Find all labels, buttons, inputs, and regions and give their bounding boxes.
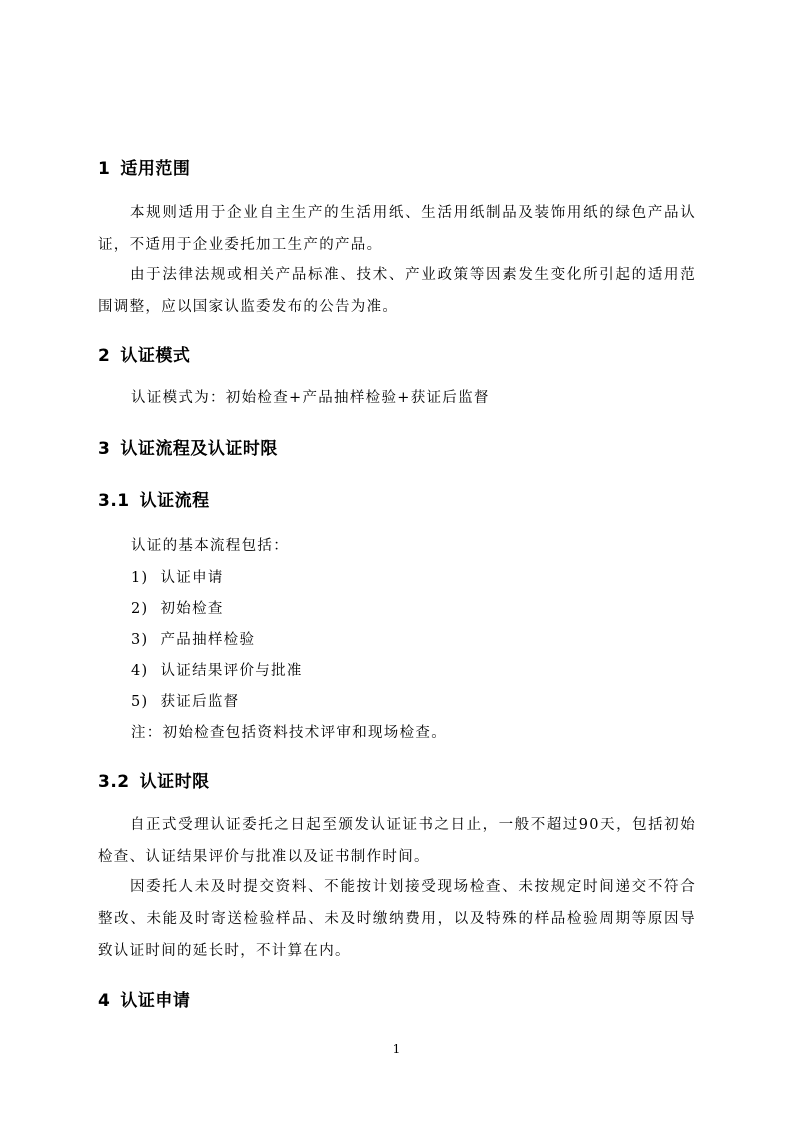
section-3-2-title: 认证时限 [139, 772, 210, 792]
list-item-marker: 5) [131, 694, 149, 710]
section-3-1-note: 注：初始检查包括资料技术评审和现场检查。 [131, 725, 447, 741]
section-3-heading [98, 434, 278, 459]
section-3-1-intro: 认证的基本流程包括： [131, 538, 289, 554]
list-item-text: 认证申请 [160, 570, 224, 586]
section-4-title: 认证申请 [120, 991, 191, 1011]
section-2-number: 2 [98, 346, 111, 366]
list-item-text: 产品抽样检验 [160, 632, 256, 648]
page-number: 1 [392, 1042, 401, 1056]
section-3-1-heading [98, 486, 210, 511]
list-item-text: 初始检查 [160, 601, 224, 617]
section-1-paragraph-1: 本规则适用于企业自主生产的生活用纸、生活用纸制品及装饰用纸的绿色产品认证，不适用于企业委托加工生产的产品。 [98, 205, 696, 253]
section-2-title: 认证模式 [120, 346, 191, 366]
section-3-2-heading [98, 767, 210, 792]
section-1-heading [98, 154, 190, 179]
section-1-paragraph-2: 由于法律法规或相关产品标准、技术、产业政策等因素发生变化所引起的适用范围调整，应以国家认监委发布的公告为准。 [98, 267, 696, 315]
section-1-title: 适用范围 [120, 159, 191, 179]
section-3-title: 认证流程及认证时限 [120, 439, 278, 459]
list-item [131, 628, 255, 649]
list-item [131, 597, 224, 618]
section-3-2-paragraph-1: 自正式受理认证委托之日起至颁发认证证书之日止，一般不超过90天，包括初始检查、认证结果评价与批准以及证书制作时间。 [98, 817, 696, 865]
section-4-number: 4 [98, 991, 111, 1011]
section-1-number: 1 [98, 159, 111, 179]
list-item [131, 659, 303, 680]
list-item-marker: 3) [131, 632, 149, 648]
list-item [131, 690, 239, 711]
list-item-text: 认证结果评价与批准 [160, 663, 303, 679]
list-item-text: 获证后监督 [160, 694, 240, 710]
section-3-2-number: 3.2 [98, 772, 130, 792]
list-item-marker: 2) [131, 601, 149, 617]
section-3-2-paragraph-2: 因委托人未及时提交资料、不能按计划接受现场检查、未按规定时间递交不符合整改、未能及时寄送检验样品、未及时缴纳费用，以及特殊的样品检验周期等原因导致认证时间的延长时，不计算在内。 [98, 879, 696, 959]
list-item [131, 566, 224, 587]
section-4-heading [98, 986, 190, 1011]
section-3-1-title: 认证流程 [139, 491, 210, 511]
section-2-text: 认证模式为：初始检查+产品抽样检验+获证后监督 [131, 390, 490, 406]
section-3-1-number: 3.1 [98, 491, 130, 511]
list-item-marker: 4) [131, 663, 149, 679]
section-2-heading [98, 341, 190, 366]
section-3-number: 3 [98, 439, 111, 459]
list-item-marker: 1) [131, 570, 149, 586]
